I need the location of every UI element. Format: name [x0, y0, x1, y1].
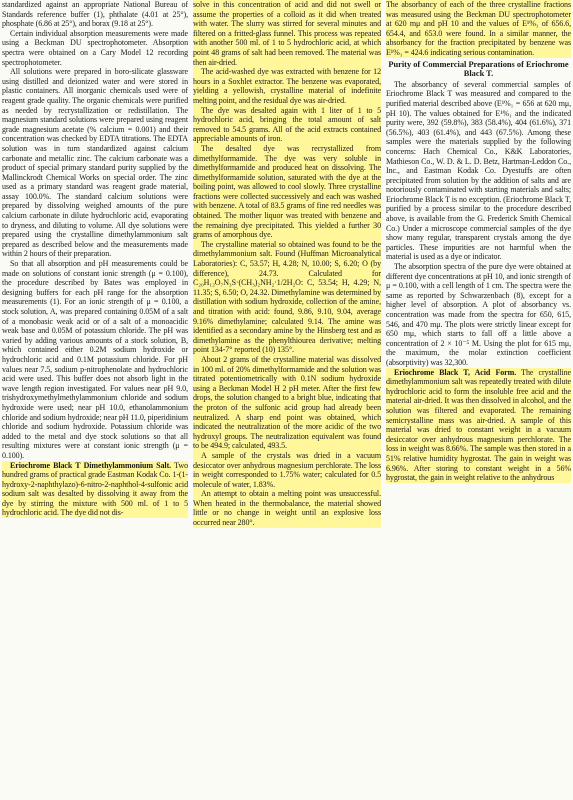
paragraph-text: The crystalline dimethylammonium salt was repeatedly treated with dilute hydrochloric acid to form the insoluble free acid and the material air-dried. It was then dissolved in alcohol, and the solution was filtered and evaporated. The remaining semicrystalline mass was air-dried. A sample of this material was dried to constant weight in a vacuum desiccator over anhydrous magnesium perchlorate. The loss in weight was 8.66%. The sample was then stored in a 51% relative humidity hygrostat. The gain in weight was 6.96%. After storing to constant weight in a 56% hygrostat, the gain in weight relative to the anhydrous [386, 367, 571, 483]
paragraph-highlighted [386, 368, 571, 483]
text-column-left [2, 0, 188, 800]
paragraph-highlighted: An attempt to obtain a melting point was unsuccessful. When heated in the thermobalance, the material showed little or no change in weight until an explosive loss occurred near 280°. [193, 489, 381, 528]
paragraph: The absorbancy of several commercial samples of Eriochrome Black T was measured and compared to the purified material described above (E¹%₁ = 656 at 620 mμ, pH 10). The values obtained for E¹%₁ and the indicated purity were, 392 (59.8%), 383 (58.4%), 404 (61.6%), 371 (56.5%), 403 (61.4%), and 443 (67.5%). Among these samples were the materials supplied by the following concerns: Hach Chemical Co., K&K Laboratories, Mathieson Co., W. D. & L. D. Betz, Hartman-Leddon Co., Inc., and Eastman Kodak Co. Dyestuffs are often precipitated from solution by the addition of salts and are notoriously contaminated with starting materials and salts; Eriochrome Black T is no exception. (Eriochrome Black T, purified by a process similar to the procedure described above, is available from the G. Frederick Smith Chemical Co.) Under a microscope commercial samples of the dye show many regular, transparent crystals among the dye particles. These impurities are not harmful when the material is used as a dye or indicator. [386, 79, 571, 262]
paragraph-highlighted: The absorbancy of each of the three crystalline fractions was measured using the Beckman DU spectrophotometer at 620 mμ and pH 10 and the values of E¹%₁ of 656.6, 654.4, and 653.0 were found. In a similar manner, the absorbancy for the fraction precipitated by benzene was E¹%₁ = 424.6 indicating serious contamination. [386, 0, 571, 57]
paragraph-highlighted [2, 461, 188, 519]
paragraph-text: Two hundred grams of practical grade Eastman Kodak Co. 1-(1-hydroxy-2-naphthylazo)-6-nitro-2-naphthol-4-sulfonic acid sodium salt was desalted by dissolving it away from the dye by stirring the mixture with 500 ml. of 1 to 5 hydrochloric acid. The dye did not dis- [2, 460, 188, 518]
subsection-heading: Eriochrome Black T, Acid Form. [394, 367, 517, 377]
paragraph: So that all absorption and pH measurements could be made on solutions of constant ionic strength (μ = 0.100), the procedure described by Bates was employed in designing buffers for each pH range for the absorption measurements (1). For an ionic strength of μ = 0.100, a stock solution, A, was prepared containing 0.05M of a salt of a monobasic weak acid or of a salt of a monoacidic weak base and 0.05M of potassium chloride. The pH was varied by adding various amounts of a stock solution, B, which contained either 0.2M sodium hydroxide or hydrochloric acid and 0.1M potassium chloride. For pH values near 7.5, sodium p-nitrophenolate and hydrochloric acid were used. This buffer does not absorb light in the wave length region investigated. For values near pH 9.0, trishydroxymethylmethylammonium chloride and sodium hydroxide were used; near pH 10.0, ethanolammonium chloride and sodium hydroxide; near pH 11.0, piperidinium chloride and sodium hydroxide. Potassium chloride was added to the metal and dye stock solutions so that all resulting mixtures were at constant ionic strength (μ = 0.100). [2, 259, 188, 460]
text-column-middle [193, 0, 381, 800]
paragraph-highlighted: A sample of the crystals was dried in a vacuum desiccator over anhydrous magnesium perchlorate. The loss in weight corresponded to 1.75% water; calculated for 0.5 molecule of water, 1.83%. [193, 450, 381, 489]
paragraph-highlighted: solve in this concentration of acid and did not swell or assume the properties of a colloid as it did when treated with water. The slurry was stirred for several minutes and filtered on a fritted-glass funnel. This process was repeated with another 500 ml. of 1 to 5 hydrochloric acid, at which point 48 grams of salt had been removed. The material was then air-dried. [193, 0, 381, 67]
section-heading: Purity of Commercial Preparations of Eriochrome Black T. [388, 59, 569, 79]
paragraph: All solutions were prepared in boro-silicate glassware using distilled and deionized water and were stored in plastic containers. All inorganic chemicals used were of reagent grade quality. The organic chemicals were purified as needed by recrystallization or redistillation. The magnesium standard solutions were prepared using reagent grade magnesium acetate (% calcium = 0.001) and their concentration was checked by EDTA titrations. The EDTA solution was in turn standardized against calcium carbonate and metallic zinc. The calcium carbonate was a product of special primary standard purity supplied by the Mallinckrodt Chemical Works on special order. The zinc used as a primary standard was reagent grade material, assay 100.0%. The standard calcium solutions were prepared by dissolving weighed amounts of the pure calcium carbonate in dilute hydrochloric acid, evaporating to dryness, and diluting to volume. All dye solutions were prepared using the crystalline dimethylammonium salt prepared as described below and the measurements made within 2 hours of their preparation. [2, 67, 188, 259]
subsection-heading: Eriochrome Black T Dimethylammonium Salt. [10, 460, 172, 470]
paragraph: standardized against an appropriate National Bureau of Standards reference buffer (1), phthalate (4.01 at 25°), phosphate (6.86 at 25°), and borax (9.18 at 25°). [2, 0, 188, 29]
paragraph-highlighted: The crystalline material so obtained was found to be the dimethylammonium salt. Found (Huffman Microanalytical Laboratories): C, 53.57; H, 4.28; N, 10.00; S, 6.20; O (by difference), 24.73. Calculated for C₂₀H₁₂O₇N₃S·(CH₃)₂NH₂·1/2H₂O: C, 53.54; H, 4.29; N, 11.35; S, 6.50; O, 24.32. Dimethylamine was determined by distillation with sodium hydroxide, collection of the amine, and titration with acid: found, 9.86, 9.10, 9.04, average 9.16% dimethylamine; calculated 9.14. The amine was identified as a secondary amine by the Hinsberg test and as dimethylamine as the phenylthiourea derivative; melting point 134-7° reported (10) 135°. [193, 239, 381, 355]
paragraph-highlighted: The desalted dye was recrystallized from dimethylformamide. The dye was very soluble in dimethylformamide and produced heat on dissolving. The dimethylformamide solution, saturated with the dye at the boiling point, was allowed to cool slowly. Three crystalline fractions were collected successively and each was washed with benzene. A total of 83.5 grams of fine red needles was obtained. The mother liquor was treated with benzene and the remaining dye precipitated. This yielded a further 30 grams of amorphous dye. [193, 143, 381, 240]
paragraph: Certain individual absorption measurements were made using a Beckman DU spectrophotometer. Absorption spectra were obtained on a Cary Model 12 recording spectrophotometer. [2, 28, 188, 67]
paragraph: The absorption spectra of the pure dye were obtained at different dye concentrations at pH 10, and ionic strength of μ = 0.100, with a cell length of 1 cm. The spectra were the same as reported by Schwarzenbach (8), except for a higher level of absorption. A plot of absorbancy vs. concentration was made from the spectra for 650, 615, 546, and 470 mμ. The plots were strictly linear except for 650 mμ, which starts to fall off a little above a concentration of 2 × 10⁻⁵ M. Using the plot for 615 mμ, the maximum, the molar extinction coefficient (absorptivity) was 32,300. [386, 262, 571, 367]
paragraph-highlighted: The dye was desalted again with 1 liter of 1 to 5 hydrochloric acid, bringing the total amount of salt removed to 54.5 grams. All of the acid extracts contained appreciable amounts of iron. [193, 105, 381, 144]
paragraph-highlighted: The acid-washed dye was extracted with benzene for 12 hours in a Soxhlet extractor. The benzene was evaporated, yielding a yellowish, crystalline material of indefinite melting point, and the residual dye was air-dried. [193, 67, 381, 105]
text-column-right [386, 0, 571, 800]
paragraph-highlighted: About 2 grams of the crystalline material was dissolved in 100 ml. of 20% dimethylformamide and the solution was titrated potentiometrically with 0.1N sodium hydroxide using a Beckman Model H 2 pH meter. After the first few drops, the solution changed to a bright blue, indicating that the proton of the sulfonic acid group had already been neutralized. A sharp end point was obtained, which indicated the neutralization of the more acidic of the two hydroxyl groups. The neutralization equivalent was found to be 494.9; calculated, 493.5. [193, 354, 381, 451]
